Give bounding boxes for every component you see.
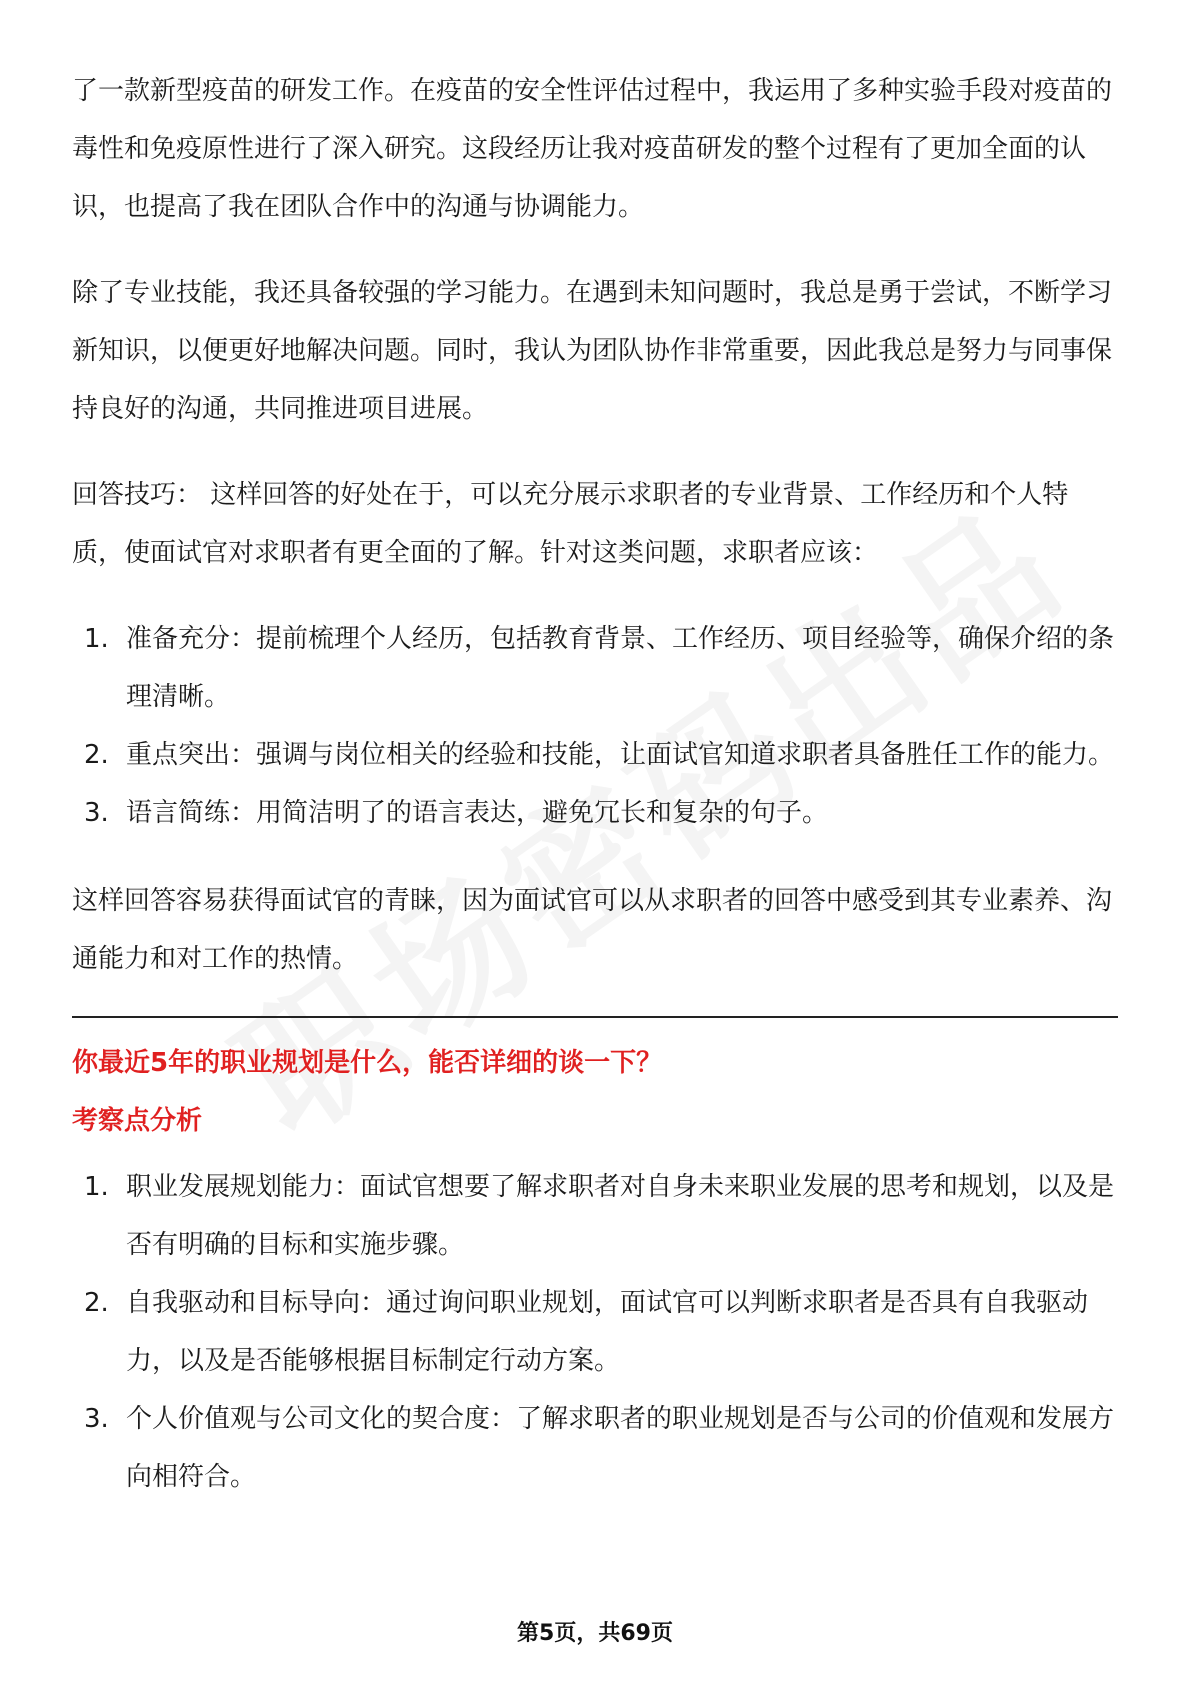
paragraph-conclusion: 这样回答容易获得面试官的青睐，因为面试官可以从求职者的回答中感受到其专业素养、沟通能力和对工作的热情。: [72, 886, 1113, 974]
list-item: [72, 1390, 1118, 1506]
list-number: 3.: [84, 798, 109, 828]
analysis-heading: 考察点分析: [72, 1106, 203, 1136]
list-item-text: 准备充分：提前梳理个人经历，包括教育背景、工作经历、项目经验等，确保介绍的条理清晰。: [126, 624, 1115, 712]
list-item: [72, 1274, 1118, 1390]
list-number: 1.: [84, 624, 109, 654]
list-item: [72, 610, 1118, 726]
list-item: [72, 726, 1118, 784]
list-number: 3.: [84, 1404, 109, 1434]
page-footer: 第5页，共69页: [517, 1621, 673, 1646]
list-item-text: 自我驱动和目标导向：通过询问职业规划，面试官可以判断求职者是否具有自我驱动力，以及是否能够根据目标制定行动方案。: [126, 1288, 1089, 1376]
list-item-text: 职业发展规划能力：面试官想要了解求职者对自身未来职业发展的思考和规划，以及是否有明确的目标和实施步骤。: [126, 1172, 1115, 1260]
list-number: 1.: [84, 1172, 109, 1202]
list-item-text: 语言简练：用简洁明了的语言表达，避免冗长和复杂的句子。: [126, 798, 829, 828]
paragraph-skills: 除了专业技能，我还具备较强的学习能力。在遇到未知问题时，我总是勇于尝试，不断学习新知识，以便更好地解决问题。同时，我认为团队协作非常重要，因此我总是努力与同事保持良好的沟通，共同推进项目进展。: [72, 278, 1113, 424]
list-item: [72, 784, 1118, 842]
list-item-text: 重点突出：强调与岗位相关的经验和技能，让面试官知道求职者具备胜任工作的能力。: [126, 740, 1115, 770]
list-number: 2.: [84, 1288, 109, 1318]
list-number: 2.: [84, 740, 109, 770]
paragraph-experience: 了一款新型疫苗的研发工作。在疫苗的安全性评估过程中，我运用了多种实验手段对疫苗的毒性和免疫原性进行了深入研究。这段经历让我对疫苗研发的整个过程有了更加全面的认识，也提高了我在团队合作中的沟通与协调能力。: [72, 76, 1113, 222]
question-heading: 你最近5年的职业规划是什么，能否详细的谈一下？: [72, 1048, 663, 1078]
section-divider: [72, 1016, 1118, 1018]
list-item: [72, 1158, 1118, 1274]
list-item-text: 个人价值观与公司文化的契合度：了解求职者的职业规划是否与公司的价值观和发展方向相符合。: [126, 1404, 1115, 1492]
document-body: [72, 62, 1118, 1536]
analysis-list: [72, 1158, 1118, 1506]
tips-list: [72, 610, 1118, 842]
paragraph-answer-tips: 回答技巧： 这样回答的好处在于，可以充分展示求职者的专业背景、工作经历和个人特质，使面试官对求职者有更全面的了解。针对这类问题，求职者应该：: [72, 480, 1069, 568]
